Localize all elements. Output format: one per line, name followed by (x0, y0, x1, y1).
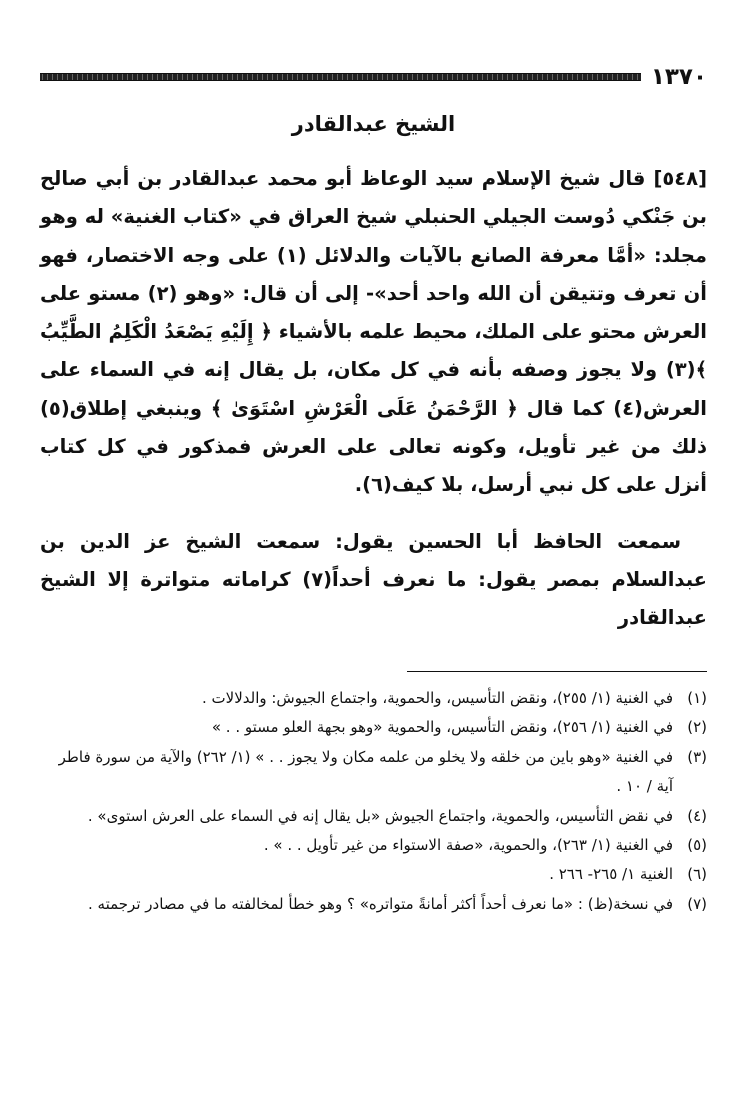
footnote (40, 684, 707, 713)
footnote-number: (٧) (687, 894, 707, 913)
main-paragraph-2: سمعت الحافظ أبا الحسين يقول: سمعت الشيخ عز الدين بن عبدالسلام بمصر يقول: ما نعرف أحداً(٧) كراماته متواترة إلا الشيخ عبدالقادر (40, 529, 707, 630)
footnotes (40, 684, 707, 919)
book-page (40, 40, 707, 1070)
footnote-text: الغنية ١/ ٢٦٥- ٢٦٦ . (549, 865, 673, 884)
footnote-text: في نسخة(ظ) : «ما نعرف أحداً أكثر أمانةً متواتره» ؟ وهو خطأ لمخالفته ما في مصادر ترجمته . (88, 894, 673, 913)
page-header (40, 62, 707, 92)
footnote-number: (٤) (687, 806, 707, 825)
footnote-text: في الغنية (١/ ٢٦٣)، والحموية، «صفة الاستواء من غير تأويل . . » . (263, 836, 673, 855)
footnote (40, 860, 707, 889)
header-rule (40, 73, 641, 81)
footnote-number: (٥) (687, 836, 707, 855)
footnote-number: (١) (687, 689, 707, 707)
footnote (40, 743, 707, 802)
footnote (40, 890, 707, 919)
footnote-text: في الغنية (١/ ٢٥٦)، ونقض التأسيس، والحموية «وهو بجهة العلو مستو . . » (211, 718, 673, 737)
footnote (40, 831, 707, 860)
footnote-text: في نقض التأسيس، والحموية، واجتماع الجيوش «بل يقال إنه في السماء على العرش استوى» . (87, 806, 673, 825)
footnote-number: (٦) (687, 865, 707, 884)
section-title: الشيخ عبدالقادر (291, 112, 456, 136)
main-text (40, 160, 707, 638)
footnote (40, 802, 707, 831)
footnote (40, 713, 707, 742)
page-number: ١٣٧٠ (650, 64, 707, 90)
footnote-text: في الغنية (١/ ٢٥٥)، ونقض التأسيس، والحموية، واجتماع الجيوش: والدلالات . (201, 689, 673, 707)
footnote-text: في الغنية «وهو باين من خلقه ولا يخلو من علمه مكان ولا يجوز . . » (١/ ٢٦٢) والآية من سورة فاطر آية / ١٠ . (58, 747, 673, 796)
footnote-divider (407, 671, 707, 672)
footnote-number: (٣) (687, 747, 707, 766)
footnote-number: (٢) (687, 718, 707, 737)
main-paragraph-1: [٥٤٨] قال شيخ الإسلام سيد الوعاظ أبو محمد عبدالقادر بن أبي صالح بن جَنْكي دُوست الجيلي الحنبلي شيخ العراق في «كتاب الغنية» له وهو مجلد: «أمَّا معرفة الصانع بالآيات والدلائل (١) على وجه الاختصار، فهو أن تعرف وتتيقن أن الله واحد أحد»- إلى أن قال: «وهو (٢) مستو على العرش محتو على الملك، محيط علمه بالأشياء ﴿ إِلَيْهِ يَصْعَدُ الْكَلِمُ الطَّيِّبُ ﴾(٣) ولا يجوز وصفه بأنه في كل مكان، بل يقال إنه في السماء على العرش(٤) كما قال ﴿ الرَّحْمَنُ عَلَى الْعَرْشِ اسْتَوَىٰ ﴾ وينبغي إطلاق(٥) ذلك من غير تأويل، وكونه تعالى على العرش فمذكور في كل كتاب أنزل على كل نبي أرسل، بلا كيف(٦). (40, 167, 707, 497)
